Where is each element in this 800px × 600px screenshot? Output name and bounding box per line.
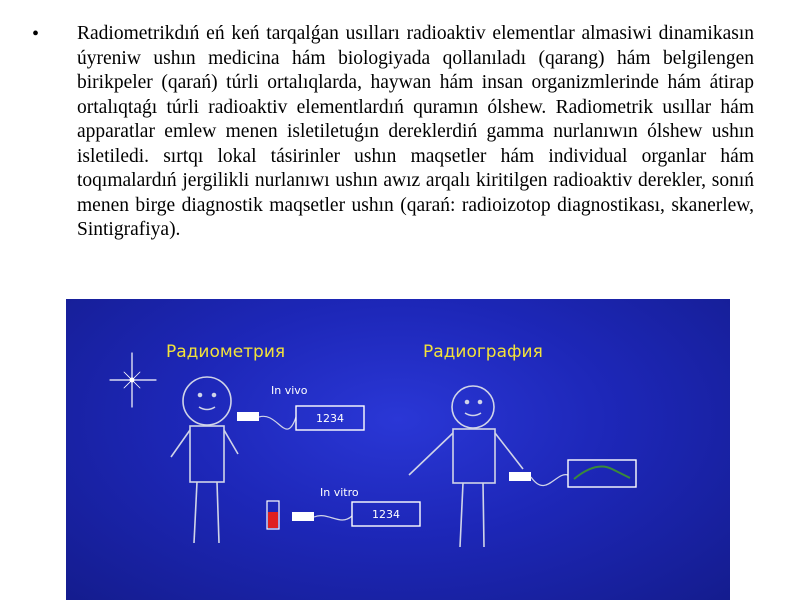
figure-illustration bbox=[66, 299, 730, 600]
sparkle-icon bbox=[110, 353, 156, 407]
label-in-vivo: In vivo bbox=[271, 384, 308, 397]
cable-in-vitro bbox=[314, 516, 352, 520]
stick-figure-left bbox=[171, 377, 238, 543]
activity-curve bbox=[574, 467, 630, 479]
cable-radiography bbox=[531, 475, 568, 486]
bullet-paragraph bbox=[32, 22, 754, 243]
title-radiography: Радиография bbox=[423, 342, 543, 362]
radiometry-radiography-figure bbox=[66, 299, 730, 600]
label-in-vitro: In vitro bbox=[320, 486, 359, 499]
cable-in-vivo bbox=[259, 416, 296, 429]
test-tube-sample bbox=[268, 512, 278, 528]
title-radiometry: Радиометрия bbox=[166, 342, 286, 362]
curve-display-box bbox=[568, 460, 636, 487]
readout-in-vivo: 1234 bbox=[316, 412, 344, 425]
detector-in-vivo bbox=[237, 412, 259, 421]
readout-in-vitro: 1234 bbox=[372, 508, 400, 521]
stick-figure-right bbox=[409, 386, 523, 547]
detector-in-vitro bbox=[292, 512, 314, 521]
bullet-marker: • bbox=[32, 23, 40, 45]
detector-radiography bbox=[509, 472, 531, 481]
body-text: Radiometrikdıń eń keń tarqalǵan usılları radioaktiv elementlar almasiwi dinamikasın úyreniw ushın medicina hám biologiyada qollanıladı (qarang) hám belgilengen birikpeler (qarań) túrli ortalıqlarda, haywan hám insan organizmlerinde hám átirap ortalıqtaǵı túrli radioaktiv elementlardıń quramın ólshew. Radiometrik usıllar hám apparatlar emlew menen isletiletuǵın dereklerdiń gamma nurlanıwın ólshew ushın isletiledi. sırtqı lokal tásirinler ushın maqsetler hám individual organlar hám toqımalardıń jergilikli nurlanıwı ushın awız arqalı kiritilgen radioaktiv derekler, sonıń menen birge diagnostik maqsetler ushın (qarań: radioizotop diagnostikası, skanerlew, Sintigrafiya). bbox=[77, 23, 754, 240]
